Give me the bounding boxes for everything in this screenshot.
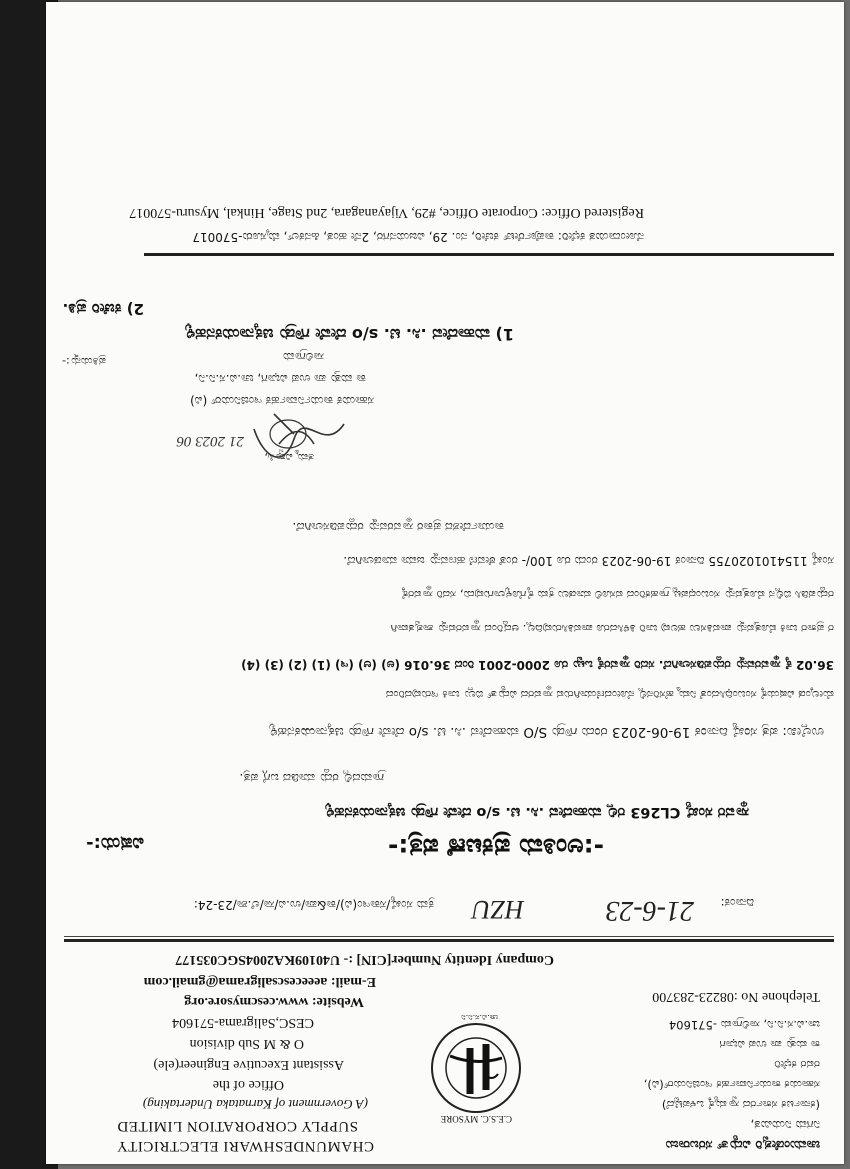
kn-company-name-2: ನಿಗಮ ನಿಯಮಿತ,: [750, 1118, 820, 1132]
subject-label: ವಿಷಯ:-: [86, 833, 144, 854]
kn-company-name-1: ಚಾಮುಂಡೇಶ್ವರಿ ವಿದ್ಯುತ್ ಸರಬರಾಜು: [665, 1137, 820, 1152]
website: Website: www.cescmysore.org: [184, 994, 364, 1009]
en-govt-undertaking: (A Government of Karnataka Undertaking): [142, 1097, 368, 1112]
kn-office-2: ರವರ ಕಛೇರಿ: [774, 1058, 820, 1072]
en-office-1: Office of the: [212, 1077, 284, 1092]
body-line-5: ರದ್ದುಪಡಿಸಿ ಬಿಲ್ಲಿನ ಮೊತ್ತವನ್ನು ಸಂಬಂಧಪಟ್ಟ ಗ್ರಾಹಕರಿಂದ ವಸೂಲಿ ಮಾಡಲು ಕ್ರಮ ಕೈಗೊಳ್ಳಲಾಗುವುದು, ಸದರಿ ಸ್ಥಾವರಕ್ಕೆ: [401, 588, 834, 602]
email: E-mail: aeeecescsaligrama@gmail.com: [143, 974, 376, 989]
company-cin: Company Identity Number[CIN] :- U40109KA2004SGC035177: [175, 952, 554, 967]
signature-date: 21 2023 06: [176, 433, 244, 449]
header-rule-thin: [64, 936, 834, 937]
handwritten-date: 21-6-23: [605, 895, 694, 926]
subject-line-1: ಸ್ಥಾವರ ಸಂಖ್ಯೆ CL263 ರಲ್ಲಿ ಮಹಾದೇವ .ಸಿ. ಟಿ. s/o ದೇವೇ ಗೌಡ್ರು ಚಿಕ್ಕನಾಯಕನಹಳ್ಳಿ: [325, 804, 749, 820]
body-line-1: ಉಲ್ಲೇಖ: ಪತ್ರ ಸಂಖ್ಯೆ ದಿನಾಂಕ 19-06-2023 ರಂದು ಗೌಡ್ರು S/O ಮಹಾದೇವ .ಸಿ. ಟಿ. s/o ದೇವೇ ಗೌಡ್ರು ಚಿಕ್ಕನಾಯಕನಹಳ್ಳಿ: [269, 724, 824, 740]
footer-kn-registered: ನೋಂದಾಯಿತ ಕಛೇರಿ: ಕಾರ್ಪೊರೇಟ್ ಕಚೇರಿ, ನಂ. 29, ವಿಜಯನಗರ, 2ನೇ ಹಂತ, ಹಿನಕಲ್, ಮೈಸೂರು-570017: [192, 230, 644, 244]
body-line-6: ಸಂಖ್ಯೆ 1154101020755 ದಿನಾಂಕ 19-06-2023 ರಂದು ರೂ 100/- ರಂತೆ ಠೇವಣಿ ಹಣವನ್ನು ಜಮಾ ಮಾಡಲಾಗಿದೆ.: [343, 554, 834, 568]
telephone: Telephone No :08223-283700: [652, 989, 820, 1004]
en-office-3: O & M Sub division: [189, 1036, 304, 1051]
recipient-1: 1) ಮಹಾದೇವ .ಸಿ. ಟಿ. s/o ದೇವೇ ಗೌಡ್ರು ಚಿಕ್ಕನಾಯಕನಹಳ್ಳಿ: [185, 325, 514, 344]
body-line-3: 36.02 ಕ್ಕೆ ಸ್ಥಾವರವನ್ನು ರದ್ದುಪಡಿಸಲಾಗಿದೆ. ಸದರಿ ಸ್ಥಾವರಕ್ಕೆ ಒಟ್ಟು ರೂ 2000-2001 ರಿಂದ 36.016 (ಅ) (ಆ) (ಇ) (1) (2) (3) (4): [241, 658, 834, 672]
kn-address: ಚಾ.ವಿ.ಸ.ನಿ.ನಿ, ಸಾಲಿಗ್ರಾಮ -571604: [668, 1018, 820, 1032]
header-rule: [64, 939, 834, 942]
notice-title: -:ಅಂತಿಮ ಪ್ರಕಟಣೆ ಪತ್ರ:-: [388, 833, 604, 862]
kn-office-3: ಕಾ ಮತ್ತು ಪಾ ಉಪ ವಿಭಾಗ: [719, 1038, 820, 1052]
body-line-7: ಕಾರ್ಯಾದೇಶದ ಪ್ರಕಾರ ಸ್ಥಾವರವನ್ನು ರದ್ದುಪಡಿಸಲಾಗಿದೆ.: [292, 520, 504, 534]
ref-number: ಕ್ರಮ ಸಂಖ್ಯೆ/ಸಕಾಇಂ(ವಿ)/ಕಾ&ಪಾ/ಉ.ವಿ/ಸಾ/ಲೆ.ಶಾ/23-24:: [193, 898, 434, 912]
cesc-logo: [426, 1013, 526, 1124]
signature-designation-3: ಸಾಲಿಗ್ರಾಮ: [283, 350, 324, 364]
letter-page: [46, 2, 844, 1164]
signature-label: ತಮ್ಮ ವಿಶ್ವಾಸಿ,: [264, 451, 314, 464]
en-company-name-2: SUPPLY CORPORATION LIMITED: [117, 1118, 358, 1134]
signature-designation-1: ಸಹಾಯಕ ಕಾರ್ಯನಿರ್ವಾಹಕ ಇಂಜಿನಿಯರ್ (ವಿ): [190, 394, 374, 408]
body-line-2: ಮೇಲ್ಕಂಡ ವಿಷಯಕ್ಕೆ ಸಂಬಂಧಿಸಿದಂತೆ ನಿಮ್ಮ ಹೆಸರಿನಲ್ಲಿ ನೋಂದಣಿಯಾಗಿರುವ ಸ್ಥಾವರದ ವಿದ್ಯುತ್ ಬಿಲ್ಲು ಬಾಕಿ ಇರುವುದರಿಂದ: [386, 688, 834, 702]
kn-govt-undertaking: (ಕರ್ನಾಟಕ ಸರ್ಕಾರದ ಸ್ವಾಮ್ಯಕ್ಕೆ ಒಳಪಟ್ಟಿದೆ): [661, 1098, 820, 1112]
date-label: ದಿನಾಂಕ:: [720, 896, 754, 910]
en-company-name-1: CHAMUNDESHWARI ELECTRICITY: [116, 1138, 374, 1154]
footer-en-registered: Registered Office: Corporate Office, #29, Vijayanagara, 2nd Stage, Hinkal, Mysuru-570017: [129, 205, 644, 220]
signature-designation-2: ಕಾ ಮತ್ತು ಪಾ ಉಪ ವಿಭಾಗ, ಚಾ.ವಿ.ಸ.ನಿ.ನಿ,: [194, 372, 366, 386]
handwritten-ref: HZU: [471, 895, 524, 924]
logo-text-top: C.E.S.C. MYSORE: [440, 1114, 512, 1124]
logo-text-bottom: ಚಾ.ವಿ.ಸ.ನಿ.ನಿ: [461, 1013, 498, 1022]
footer-rule: [144, 253, 834, 256]
en-office-2: Assistant Executive Engineer(ele): [153, 1057, 344, 1072]
subject-line-2: ಗ್ರಾಮದಲ್ಲಿ ರದ್ದು ಮಾಡಿದ ಬಗ್ಗೆ ಪತ್ರ.: [239, 771, 384, 786]
en-office-4: CESC,Saligrama-571604: [172, 1015, 314, 1030]
recipient-2: 2) ಕಚೇರಿ ಪ್ರತಿ.: [62, 300, 144, 318]
body-line-4: ರ ಪ್ರಕಾರ ಬಾಕಿ ಮೊತ್ತವನ್ನು ಪಾವತಿಸಲು ಹಲವು ಬಾರಿ ತಿಳಿಸಿದರೂ ಪಾವತಿಸಿರುವುದಿಲ್ಲ. ಆದ್ದರಿಂದ ಸ್ಥಾವರವನ್ನು ಶಾಶ್ವತವಾಗಿ: [390, 622, 834, 636]
rotated-letter: [46, 2, 844, 1164]
kn-office-1: ಸಹಾಯಕ ಕಾರ್ಯನಿರ್ವಾಹಕ ಇಂಜಿನಿಯರ್(ವಿ),: [643, 1078, 820, 1092]
recipients-label: ಪ್ರತಿಯನ್ನು:-: [62, 355, 106, 368]
